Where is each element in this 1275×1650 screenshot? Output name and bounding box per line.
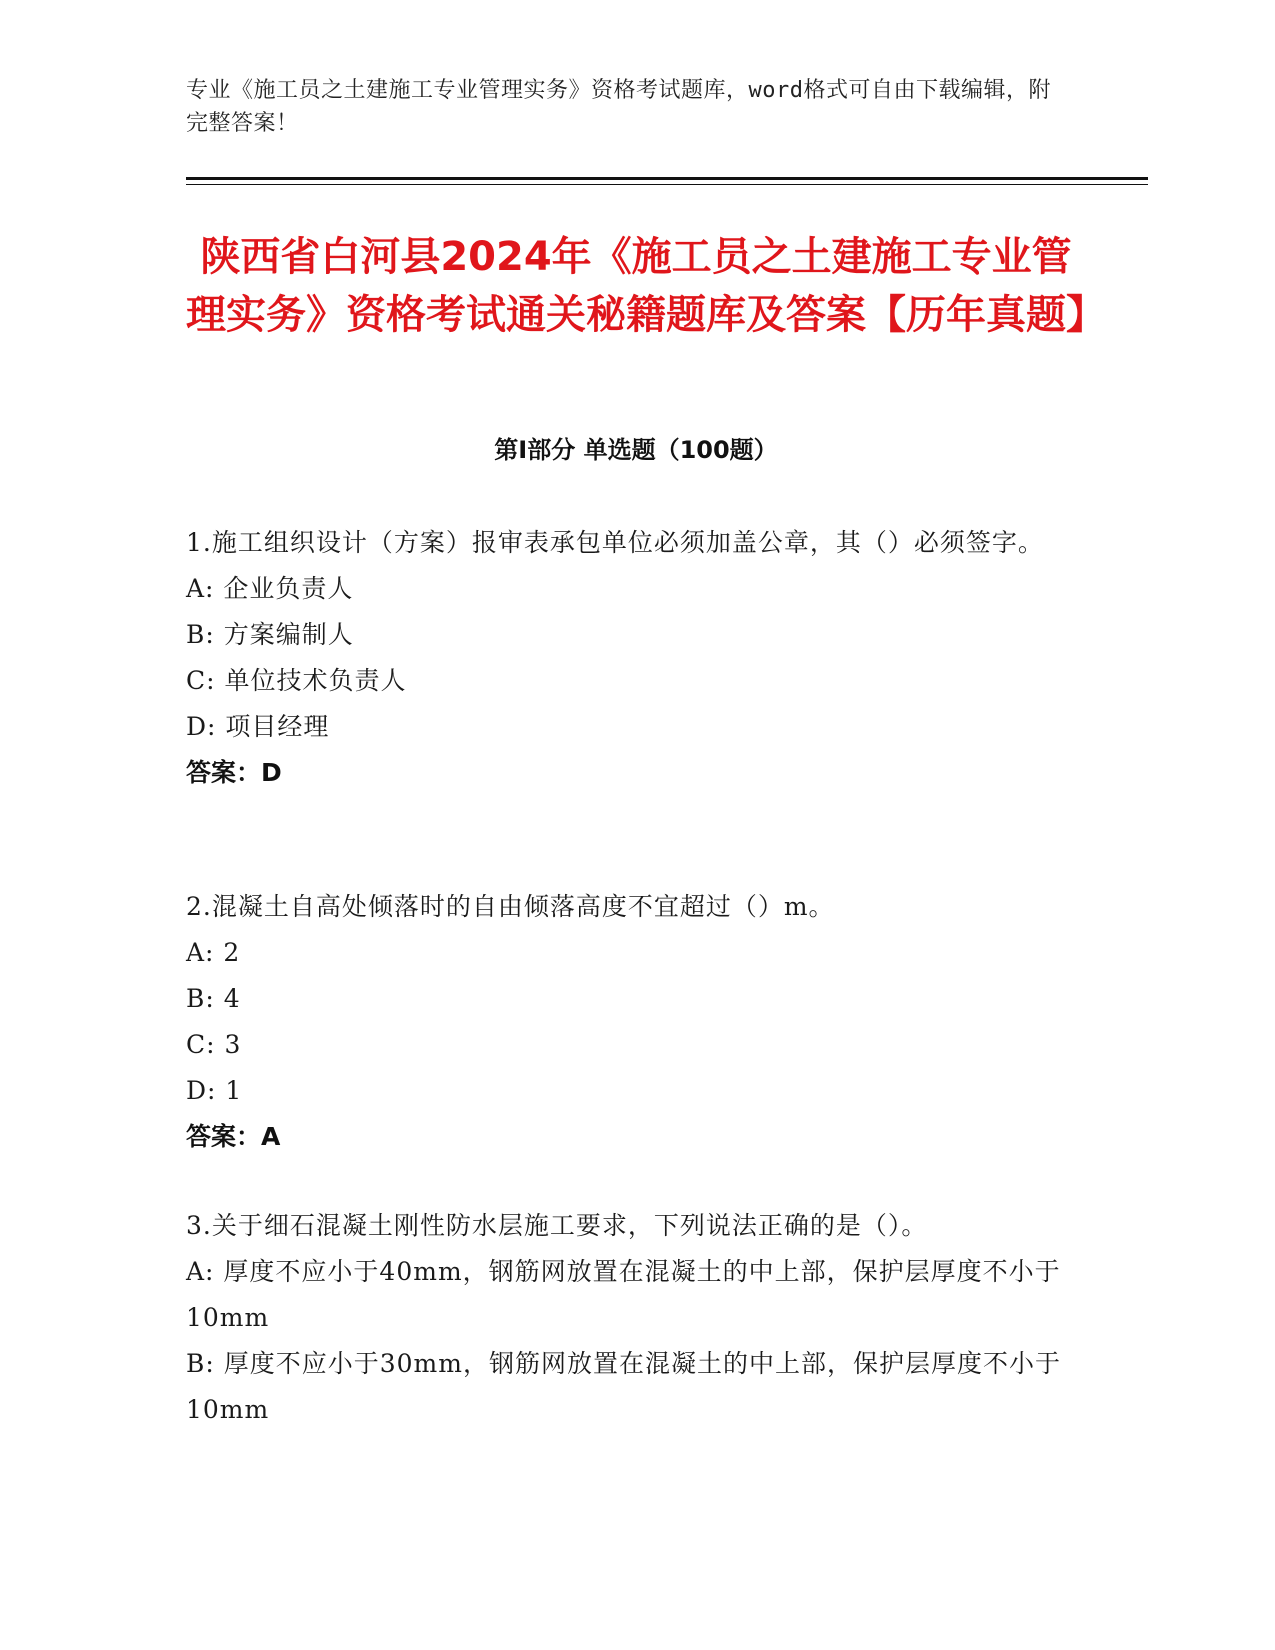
header-divider-thick — [186, 177, 1148, 180]
option-c: C: 3 — [186, 1030, 242, 1059]
question-stem: 1.施工组织设计（方案）报审表承包单位必须加盖公章，其（）必须签字。 — [186, 528, 1044, 557]
answer-line: 答案：D — [186, 758, 282, 787]
option-d: D: 项目经理 — [186, 712, 330, 741]
question-3 — [186, 1203, 1066, 1433]
header-divider-thin — [186, 184, 1148, 185]
option-b: B: 4 — [186, 984, 241, 1013]
header-note: 专业《施工员之土建施工专业管理实务》资格考试题库，word格式可自由下载编辑，附完整答案！ — [186, 78, 1051, 136]
option-a: A: 2 — [186, 938, 241, 967]
option-b: B: 厚度不应小于30mm，钢筋网放置在混凝土的中上部，保护层厚度不小于10mm — [186, 1349, 1061, 1424]
answer-line: 答案：A — [186, 1122, 281, 1151]
question-stem: 3.关于细石混凝土刚性防水层施工要求，下列说法正确的是（）。 — [186, 1211, 928, 1240]
question-1 — [186, 520, 1066, 796]
question-stem: 2.混凝土自高处倾落时的自由倾落高度不宜超过（）m。 — [186, 892, 835, 921]
option-c: C: 单位技术负责人 — [186, 666, 407, 695]
question-2 — [186, 884, 1066, 1160]
document-title: 陕西省白河县2024年《施工员之土建施工专业管理实务》资格考试通关秘籍题库及答案【历年真题】 — [186, 234, 1106, 338]
option-a: A: 厚度不应小于40mm，钢筋网放置在混凝土的中上部，保护层厚度不小于10mm — [186, 1257, 1061, 1332]
option-d: D: 1 — [186, 1076, 243, 1105]
option-b: B: 方案编制人 — [186, 620, 354, 649]
option-a: A: 企业负责人 — [186, 574, 354, 603]
section-heading: 第I部分 单选题（100题） — [494, 436, 778, 464]
